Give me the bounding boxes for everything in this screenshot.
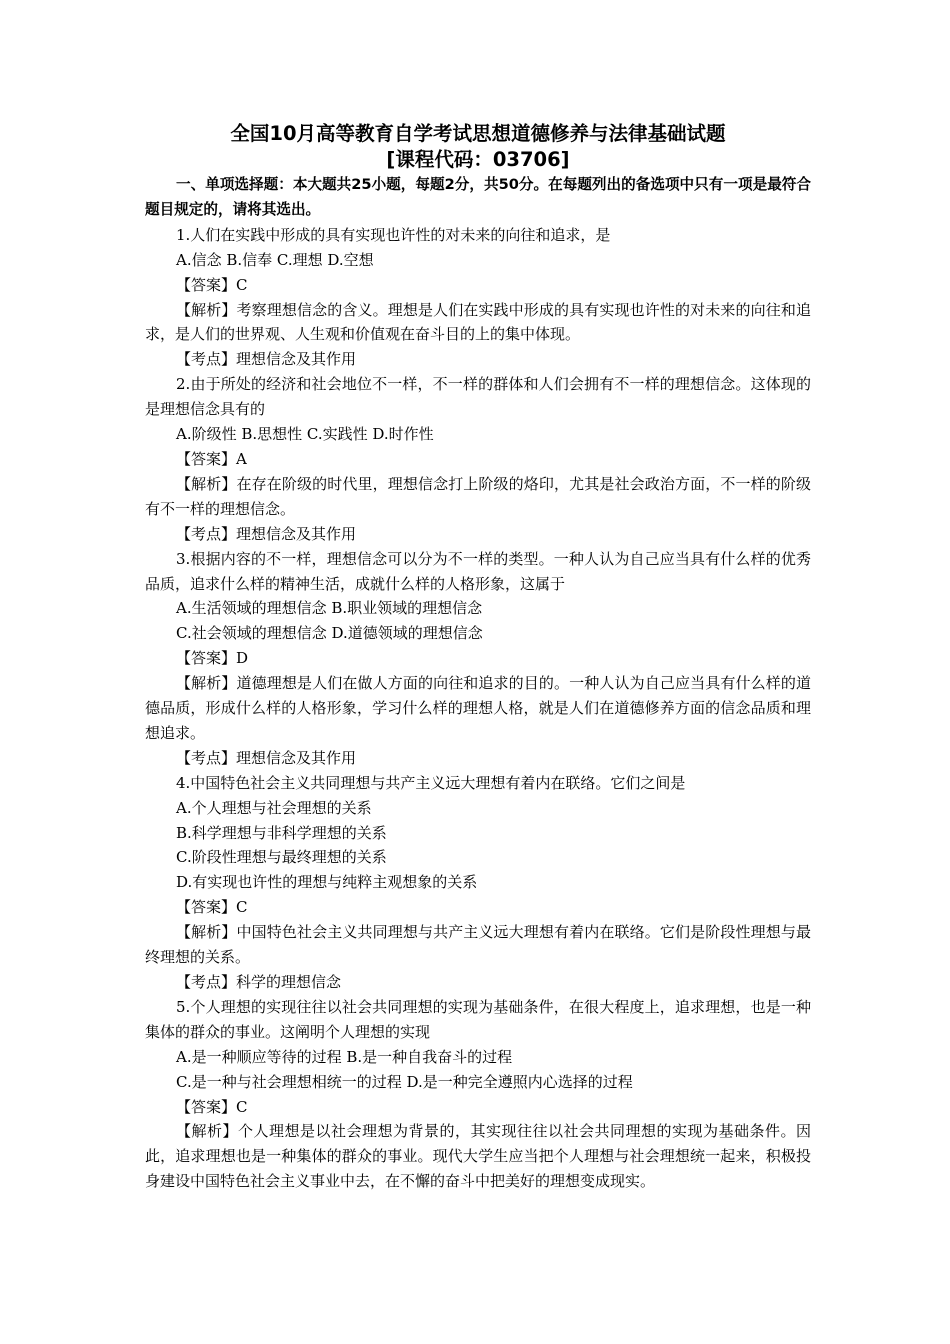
- analysis: 【解析】在存在阶级的时代里，理想信念打上阶级的烙印，尤其是社会政治方面，不一样的阶级有不一样的理想信念。: [145, 474, 811, 518]
- question-stem: 2.由于所处的经济和社会地位不一样，不一样的群体和人们会拥有不一样的理想信念。这体现的是理想信念具有的: [145, 375, 811, 419]
- section-heading: 一、单项选择题：本大题共25小题，每题2分，共50分。在每题列出的备选项中只有一项是最符合题目规定的，请将其选出。: [145, 176, 811, 218]
- question-options: B.科学理想与非科学理想的关系: [176, 823, 387, 842]
- question-block: [145, 223, 811, 372]
- question-stem: 3.根据内容的不一样，理想信念可以分为不一样的类型。一种人认为自己应当具有什么样的优秀品质，追求什么样的精神生活，成就什么样的人格形象，这属于: [145, 549, 811, 593]
- question-block: [145, 771, 811, 995]
- key-point: 【考点】科学的理想信念: [176, 973, 342, 991]
- question-stem: 4.中国特色社会主义共同理想与共产主义远大理想有着内在联络。它们之间是: [176, 773, 686, 792]
- answer: 【答案】D: [176, 649, 249, 668]
- analysis: 【解析】个人理想是以社会理想为背景的，其实现往往以社会共同理想的实现为基础条件。因此，追求理想也是一种集体的群众的事业。现代大学生应当把个人理想与社会理想统一起来，积极投身建设中国特色社会主义事业中去，在不懈的奋斗中把美好的理想变成现实。: [145, 1122, 811, 1191]
- question-block: [145, 372, 811, 546]
- question-options: A.阶级性 B.思想性 C.实践性 D.时作性: [176, 425, 434, 444]
- question-options: D.有实现也许性的理想与纯粹主观想象的关系: [176, 873, 478, 892]
- question-options: C.社会领域的理想信念 D.道德领域的理想信念: [176, 624, 483, 643]
- question-stem: 1.人们在实践中形成的具有实现也许性的对未来的向往和追求，是: [176, 225, 611, 244]
- question-options: A.信念 B.信奉 C.理想 D.空想: [176, 250, 374, 269]
- key-point: 【考点】理想信念及其作用: [176, 748, 357, 767]
- key-point: 【考点】理想信念及其作用: [176, 524, 357, 543]
- analysis: 【解析】道德理想是人们在做人方面的向往和追求的目的。一种人认为自己应当具有什么样的道德品质，形成什么样的人格形象，学习什么样的理想人格，就是人们在道德修养方面的信念品质和理想追求。: [145, 674, 811, 742]
- course-code: [课程代码：03706]: [386, 148, 570, 171]
- key-point: 【考点】理想信念及其作用: [176, 350, 357, 369]
- question-options: C.是一种与社会理想相统一的过程 D.是一种完全遵照内心选择的过程: [176, 1072, 633, 1091]
- analysis: 【解析】考察理想信念的含义。理想是人们在实践中形成的具有实现也许性的对未来的向往和追求，是人们的世界观、人生观和价值观在奋斗目的上的集中体现。: [145, 300, 811, 344]
- question-stem: 5.个人理想的实现往往以社会共同理想的实现为基础条件，在很大程度上，追求理想，也是一种集体的群众的事业。这阐明个人理想的实现: [145, 997, 811, 1041]
- answer: 【答案】C: [176, 275, 248, 294]
- question-block: [145, 547, 811, 771]
- document-title: 全国10月高等教育自学考试思想道德修养与法律基础试题: [230, 122, 726, 145]
- answer: 【答案】C: [176, 1097, 248, 1116]
- question-options: A.个人理想与社会理想的关系: [176, 798, 372, 817]
- question-options: A.是一种顺应等待的过程 B.是一种自我奋斗的过程: [176, 1047, 513, 1066]
- answer: 【答案】A: [176, 449, 247, 468]
- answer: 【答案】C: [176, 898, 248, 917]
- question-options: A.生活领域的理想信念 B.职业领域的理想信念: [176, 599, 483, 618]
- question-block: [145, 995, 811, 1194]
- question-options: C.阶段性理想与最终理想的关系: [176, 848, 387, 867]
- analysis: 【解析】中国特色社会主义共同理想与共产主义远大理想有着内在联络。它们是阶段性理想与最终理想的关系。: [145, 923, 811, 967]
- document-page: [145, 121, 811, 1194]
